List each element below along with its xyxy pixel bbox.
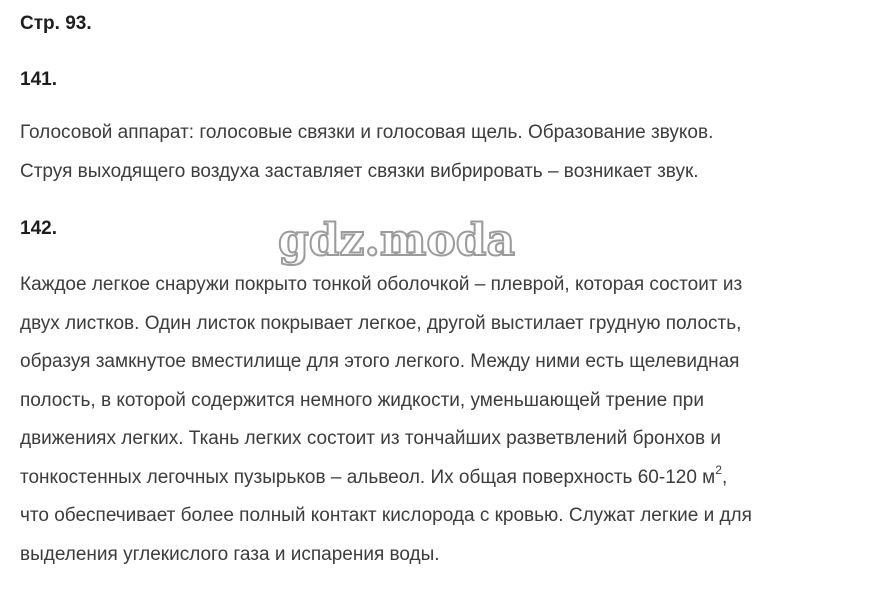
answer-142-line: полость, в которой содержится немного жидкости, уменьшающей трение при: [20, 389, 704, 411]
answer-141-line: Струя выходящего воздуха заставляет связки вибрировать – возникает звук.: [20, 160, 699, 182]
answer-142-line: образуя замкнутое вместилище для этого легкого. Между ними есть щелевидная: [20, 351, 740, 372]
answer-142-line-area: [20, 459, 870, 498]
answer-142: [20, 266, 870, 574]
answer-142-line-text: тонкостенных легочных пузырьков – альвеол. Их общая поверхность 60-120 м: [20, 466, 716, 488]
answer-142-line: движениях легких. Ткань легких состоит из тончайших разветвлений бронхов и: [20, 428, 721, 449]
answer-142-line: двух листков. Один листок покрывает легкое, другой выстилает грудную полость,: [20, 312, 742, 334]
task-number-142: 142.: [20, 218, 57, 239]
answer-141: [20, 114, 870, 191]
answer-142-line: выделения углекислого газа и испарения воды.: [20, 543, 440, 565]
task-number-141: 141.: [20, 69, 57, 90]
superscript-exponent: 2: [715, 462, 722, 477]
trailing-comma: ,: [721, 466, 728, 488]
answer-142-line: что обеспечивает более полный контакт кислорода с кровью. Служат легкие и для: [20, 505, 752, 526]
answer-141-line: Голосовой аппарат: голосовые связки и голосовая щель. Образование звуков.: [20, 122, 714, 143]
watermark-logo: gdz.moda: [278, 215, 516, 266]
page-label: Стр. 93.: [20, 13, 92, 34]
answer-142-line: Каждое легкое снаружи покрыто тонкой оболочкой – плеврой, которая состоит из: [20, 274, 743, 295]
